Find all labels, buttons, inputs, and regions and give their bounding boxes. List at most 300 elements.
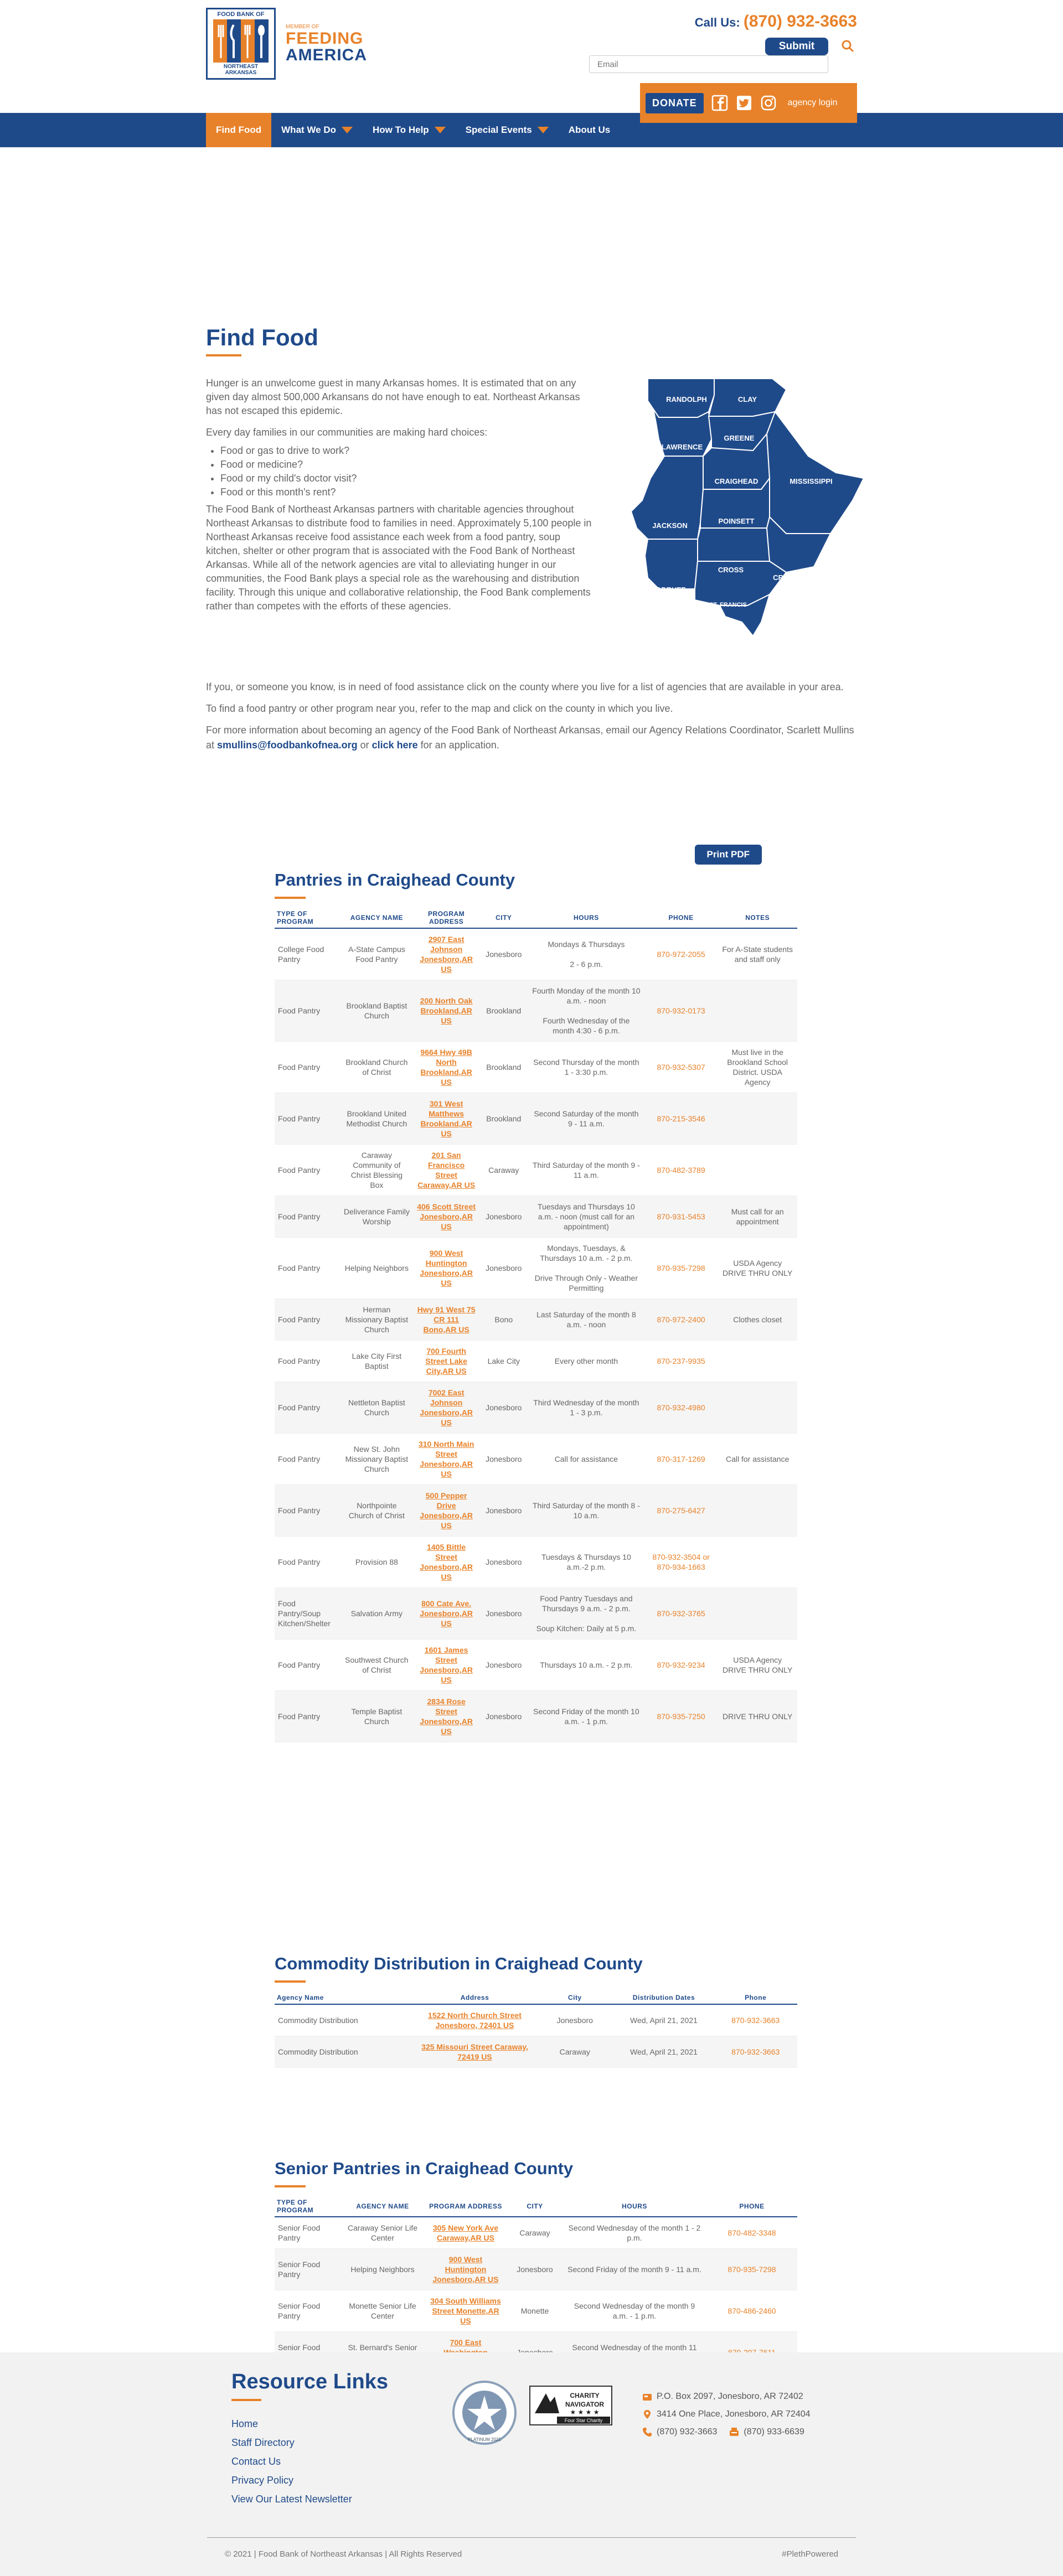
table-cell: Food Pantry bbox=[275, 1537, 340, 1588]
copyright-text: © 2021 | Food Bank of Northeast Arkansas | All Rights Reserved bbox=[225, 2549, 462, 2559]
section-underline bbox=[275, 897, 306, 899]
table-cell bbox=[718, 1588, 797, 1639]
feeding-text: FEEDING bbox=[286, 29, 364, 48]
table-cell: USDA Agency DRIVE THRU ONLY bbox=[718, 1639, 797, 1691]
column-header: Phone bbox=[714, 1992, 797, 2004]
table-cell: College Food Pantry bbox=[275, 928, 340, 980]
column-header: PHONE bbox=[706, 2196, 797, 2217]
mailing-address bbox=[642, 2388, 811, 2406]
nav-item-about-us[interactable] bbox=[559, 113, 621, 147]
commodity-table-body bbox=[275, 2004, 797, 2068]
table-cell[interactable]: 1522 North Church Street Jonesboro, 72401 US bbox=[414, 2004, 536, 2036]
phone-text[interactable]: (870) 932-3663 bbox=[657, 2427, 718, 2437]
column-header: CITY bbox=[479, 908, 528, 928]
table-cell: Jonesboro bbox=[479, 1537, 528, 1588]
mailbox-icon bbox=[642, 2392, 652, 2402]
nav-item-label: About Us bbox=[568, 125, 611, 135]
map-label: LAWRENCE bbox=[661, 443, 703, 451]
table-cell: Wed, April 21, 2021 bbox=[614, 2036, 714, 2068]
table-row bbox=[275, 1639, 797, 1691]
map-label: MISSISSIPPI bbox=[789, 477, 833, 485]
call-us bbox=[695, 12, 857, 31]
commodity-section bbox=[275, 1954, 797, 2068]
table-cell[interactable]: 870-932-9234 bbox=[644, 1639, 718, 1691]
table-cell: USDA Agency DRIVE THRU ONLY bbox=[718, 1238, 797, 1299]
table-cell: Caraway bbox=[507, 2217, 563, 2249]
table-cell: Deliverance Family Worship bbox=[340, 1196, 414, 1238]
table-cell: Jonesboro bbox=[479, 1382, 528, 1434]
table-cell[interactable]: 310 North Main Street Jonesboro,AR US bbox=[414, 1434, 479, 1485]
table-cell: Food Pantry bbox=[275, 1042, 340, 1093]
table-cell: Second Thursday of the month 1 - 3:30 p.m. bbox=[528, 1042, 644, 1093]
footer-link-contact-us[interactable]: Contact Us bbox=[231, 2456, 281, 2467]
charity-navigator-line1: CHARITY bbox=[570, 2392, 600, 2399]
logo-top-text: FOOD BANK OF bbox=[217, 11, 265, 18]
table-cell[interactable]: 870-932-0173 bbox=[644, 980, 718, 1042]
table-cell: Second Wednesday of the month 9 a.m. - 1 p.m. bbox=[563, 2290, 706, 2332]
pleth-powered-link[interactable]: #PlethPowered bbox=[782, 2549, 838, 2559]
column-header: HOURS bbox=[563, 2196, 706, 2217]
feeding-america-logo[interactable] bbox=[286, 24, 367, 64]
phone-fax bbox=[642, 2423, 811, 2441]
table-cell: Brookland Baptist Church bbox=[340, 980, 414, 1042]
site-footer bbox=[0, 2352, 1063, 2576]
column-header: City bbox=[536, 1992, 614, 2004]
table-cell bbox=[718, 1485, 797, 1537]
table-cell[interactable]: 7002 East Johnson Jonesboro,AR US bbox=[414, 1382, 479, 1434]
table-cell[interactable]: 1405 Bittle Street Jonesboro,AR US bbox=[414, 1537, 479, 1588]
map-label: CLAY bbox=[737, 395, 757, 404]
table-cell[interactable]: 2834 Rose Street Jonesboro,AR US bbox=[414, 1691, 479, 1742]
table-row bbox=[275, 1238, 797, 1299]
column-header: Distribution Dates bbox=[614, 1992, 714, 2004]
table-cell[interactable]: 870-486-2460 bbox=[706, 2290, 797, 2332]
list-item: • Food or medicine? bbox=[220, 458, 597, 472]
address-text: P.O. Box 2097, Jonesboro, AR 72402 bbox=[657, 2392, 803, 2401]
table-cell: Third Saturday of the month 9 - 11 a.m. bbox=[528, 1145, 644, 1196]
agency-login-link[interactable]: agency login bbox=[787, 98, 838, 107]
table-cell[interactable]: 9664 Hwy 49B North Brookland,AR US bbox=[414, 1042, 479, 1093]
map-label: CROSS bbox=[718, 566, 744, 574]
table-cell: Senior Food bbox=[275, 2332, 341, 2373]
table-row bbox=[275, 1093, 797, 1145]
table-cell[interactable]: 870-972-2055 bbox=[644, 928, 718, 980]
table-cell: Senior Food Pantry bbox=[275, 2290, 341, 2332]
table-cell: Food Pantry bbox=[275, 1093, 340, 1145]
pantries-table bbox=[275, 908, 797, 1742]
section-title: Commodity Distribution in Craighead County bbox=[275, 1954, 643, 1973]
table-cell: Nettleton Baptist Church bbox=[340, 1382, 414, 1434]
table-cell[interactable]: 201 San Francisco Street Caraway,AR US bbox=[414, 1145, 479, 1196]
logo-graphic-icon bbox=[213, 19, 269, 63]
column-header: PROGRAM ADDRESS bbox=[414, 908, 479, 928]
table-cell[interactable]: 870-935-7298 bbox=[644, 1238, 718, 1299]
table-cell: Jonesboro bbox=[479, 1588, 528, 1639]
choices-list bbox=[220, 444, 597, 499]
agency-info-paragraph bbox=[206, 723, 857, 753]
table-cell: Caraway bbox=[536, 2036, 614, 2068]
table-cell: For A-State students and staff only bbox=[718, 928, 797, 980]
table-cell: Call for assistance bbox=[528, 1434, 644, 1485]
column-header: TYPE OF PROGRAM bbox=[275, 2196, 341, 2217]
table-cell[interactable]: 700 Fourth Street Lake City,AR US bbox=[414, 1341, 479, 1382]
table-cell: Call for assistance bbox=[718, 1434, 797, 1485]
guidestar-platinum-badge[interactable] bbox=[452, 2380, 517, 2445]
table-row bbox=[275, 980, 797, 1042]
table-cell[interactable]: 406 Scott Street Jonesboro,AR US bbox=[414, 1196, 479, 1238]
table-cell: Brookland bbox=[479, 1093, 528, 1145]
section-title: Senior Pantries in Craighead County bbox=[275, 2159, 574, 2178]
senior-table-body bbox=[275, 2217, 797, 2373]
caret-down-icon bbox=[435, 127, 446, 133]
nav-item-label: Special Events bbox=[465, 125, 532, 135]
pantries-table-body bbox=[275, 928, 797, 1742]
page-title: Find Food bbox=[206, 324, 318, 350]
table-row bbox=[275, 2036, 797, 2068]
pantries-section bbox=[275, 849, 797, 1742]
table-cell: Jonesboro bbox=[479, 1196, 528, 1238]
phone-icon bbox=[642, 2427, 652, 2437]
table-cell: Helping Neighbors bbox=[340, 1238, 414, 1299]
column-header: CITY bbox=[507, 2196, 563, 2217]
application-link[interactable]: click here bbox=[371, 739, 418, 751]
table-cell[interactable]: 900 West Huntington Jonesboro,AR US bbox=[414, 1238, 479, 1299]
footer-link-home[interactable]: Home bbox=[231, 2418, 259, 2429]
guidestar-badge-text: PLATINUM 2021 bbox=[468, 2437, 501, 2442]
table-cell[interactable]: 305 New York Ave Caraway,AR US bbox=[424, 2217, 507, 2249]
table-cell: Jonesboro bbox=[479, 1485, 528, 1537]
table-cell[interactable]: 870-932-3504 or 870-934-1663 bbox=[644, 1537, 718, 1588]
charity-navigator-badge[interactable] bbox=[529, 2386, 612, 2425]
table-cell: Food Pantry bbox=[275, 1382, 340, 1434]
table-cell[interactable]: 1601 James Street Jonesboro,AR US bbox=[414, 1639, 479, 1691]
table-cell: Thursdays 10 a.m. - 2 p.m. bbox=[528, 1639, 644, 1691]
table-cell: Food Pantry bbox=[275, 1485, 340, 1537]
table-cell: Caraway Community of Christ Blessing Box bbox=[340, 1145, 414, 1196]
table-cell[interactable]: 325 Missouri Street Caraway, 72419 US bbox=[414, 2036, 536, 2068]
site-header bbox=[0, 0, 1063, 113]
food-bank-logo[interactable] bbox=[206, 8, 276, 80]
logo-bottom-text: NORTHEAST ARKANSAS bbox=[223, 64, 259, 76]
agency-info-text: or bbox=[357, 739, 372, 751]
table-cell: Wed, April 21, 2021 bbox=[614, 2004, 714, 2036]
twitter-icon[interactable] bbox=[736, 95, 752, 111]
table-cell: Caraway bbox=[479, 1145, 528, 1196]
table-cell[interactable]: 900 West Huntington Jonesboro,AR US bbox=[424, 2249, 507, 2290]
table-cell[interactable]: 870-215-3546 bbox=[644, 1093, 718, 1145]
footer-divider bbox=[207, 2537, 856, 2538]
agency-info-text: for an application. bbox=[417, 739, 499, 751]
charity-navigator-line2: NAVIGATOR bbox=[565, 2401, 605, 2408]
table-cell[interactable]: 870-935-7250 bbox=[644, 1691, 718, 1742]
table-cell[interactable]: 870-482-3789 bbox=[644, 1145, 718, 1196]
main-nav bbox=[0, 113, 1063, 147]
table-cell[interactable]: 500 Pepper Drive Jonesboro,AR US bbox=[414, 1485, 479, 1537]
table-cell: Monette Senior Life Center bbox=[341, 2290, 424, 2332]
table-cell: Second Friday of the month 9 - 11 a.m. bbox=[563, 2249, 706, 2290]
table-cell: Brookland bbox=[479, 980, 528, 1042]
column-header: PHONE bbox=[644, 908, 718, 928]
table-cell: Clothes closet bbox=[718, 1299, 797, 1341]
table-cell: Jonesboro bbox=[507, 2249, 563, 2290]
instructions-text bbox=[206, 680, 857, 759]
table-cell: Commodity Distribution bbox=[275, 2004, 414, 2036]
table-cell[interactable]: 870-932-3765 bbox=[644, 1588, 718, 1639]
table-cell: Jonesboro bbox=[479, 928, 528, 980]
section-underline bbox=[275, 2185, 306, 2187]
list-item: • Food or this month's rent? bbox=[220, 485, 597, 499]
title-underline bbox=[206, 354, 241, 356]
table-cell: Must live in the Brookland School District. USDA Agency bbox=[718, 1042, 797, 1093]
table-cell: Commodity Distribution bbox=[275, 2036, 414, 2068]
table-cell: Second Wednesday of the month 1 - 2 p.m. bbox=[563, 2217, 706, 2249]
email-field[interactable] bbox=[589, 55, 828, 73]
table-cell[interactable]: 2907 East Johnson Jonesboro,AR US bbox=[414, 928, 479, 980]
instructions-paragraph: To find a food pantry or other program near you, refer to the map and click on the county in which you live. bbox=[206, 703, 673, 714]
table-cell: Third Wednesday of the month 1 - 3 p.m. bbox=[528, 1382, 644, 1434]
table-cell: Food Pantry bbox=[275, 1639, 340, 1691]
table-cell[interactable]: 870-932-5307 bbox=[644, 1042, 718, 1093]
table-cell: St. Bernard's Senior bbox=[341, 2332, 424, 2373]
table-cell: Jonesboro bbox=[479, 1238, 528, 1299]
caret-down-icon bbox=[538, 127, 549, 133]
america-text: AMERICA bbox=[286, 46, 367, 64]
column-header: AGENCY NAME bbox=[340, 908, 414, 928]
fax-icon bbox=[729, 2427, 739, 2437]
section-title: Pantries in Craighead County bbox=[275, 870, 515, 889]
footer-link-newsletter[interactable]: View Our Latest Newsletter bbox=[231, 2494, 352, 2505]
nav-item-what-we-do[interactable] bbox=[271, 113, 363, 147]
table-row bbox=[275, 1691, 797, 1742]
table-cell bbox=[718, 1537, 797, 1588]
table-cell bbox=[718, 1093, 797, 1145]
agency-info-text: For more information about becoming an agency of the Food Bank of Northeast Arkansas, email our Agency Relations Coordinator, Scarlett Mullins at bbox=[206, 725, 854, 751]
senior-table bbox=[275, 2196, 797, 2373]
table-row bbox=[275, 2217, 797, 2249]
call-us-number[interactable]: (870) 932-3663 bbox=[743, 12, 857, 30]
column-header: AGENCY NAME bbox=[341, 2196, 424, 2217]
table-cell: Brookland Church of Christ bbox=[340, 1042, 414, 1093]
county-woodruff[interactable] bbox=[645, 539, 698, 589]
footer-link-privacy-policy[interactable]: Privacy Policy bbox=[231, 2475, 294, 2486]
table-cell[interactable]: 870-317-1269 bbox=[644, 1434, 718, 1485]
table-row bbox=[275, 1299, 797, 1341]
nav-item-label: Find Food bbox=[216, 125, 262, 135]
table-cell: Second Friday of the month 10 a.m. - 1 p.m. bbox=[528, 1691, 644, 1742]
table-cell: Tuesdays and Thursdays 10 a.m. - noon (must call for an appointment) bbox=[528, 1196, 644, 1238]
table-cell: Jonesboro bbox=[479, 1434, 528, 1485]
table-cell bbox=[718, 1341, 797, 1382]
senior-section bbox=[275, 2159, 797, 2373]
fax-text: (870) 933-6639 bbox=[744, 2427, 804, 2437]
table-cell: Food Pantry bbox=[275, 1341, 340, 1382]
table-cell[interactable]: 800 Cate Ave. Jonesboro,AR US bbox=[414, 1588, 479, 1639]
county-cross[interactable] bbox=[698, 528, 770, 561]
table-cell: Fourth Monday of the month 10 a.m. - noon Fourth Wednesday of the month 4:30 - 6 p.m. bbox=[528, 980, 644, 1042]
table-row bbox=[275, 1042, 797, 1093]
table-cell: Monette bbox=[507, 2290, 563, 2332]
table-row bbox=[275, 1382, 797, 1434]
contact-info bbox=[642, 2388, 811, 2441]
table-cell bbox=[718, 1382, 797, 1434]
table-cell: Food Pantry bbox=[275, 1691, 340, 1742]
street-address bbox=[642, 2406, 811, 2423]
table-cell: Brookland bbox=[479, 1042, 528, 1093]
table-cell: Jonesboro bbox=[479, 1691, 528, 1742]
instagram-icon[interactable] bbox=[760, 95, 777, 111]
table-cell: Last Saturday of the month 8 a.m. - noon bbox=[528, 1299, 644, 1341]
table-cell: Food Pantry bbox=[275, 1434, 340, 1485]
column-header: HOURS bbox=[528, 908, 644, 928]
table-cell: Must call for an appointment bbox=[718, 1196, 797, 1238]
map-label: JACKSON bbox=[652, 521, 688, 530]
svg-text:★ ★ ★ ★: ★ ★ ★ ★ bbox=[570, 2408, 600, 2416]
table-cell: Food Pantry bbox=[275, 1299, 340, 1341]
table-cell: Food Pantry/Soup Kitchen/Shelter bbox=[275, 1588, 340, 1639]
table-cell bbox=[718, 1145, 797, 1196]
table-cell: Jonesboro bbox=[536, 2004, 614, 2036]
member-of-text: MEMBER OF bbox=[286, 24, 319, 30]
table-cell[interactable]: 870-972-2400 bbox=[644, 1299, 718, 1341]
table-cell[interactable]: 870-482-3348 bbox=[706, 2217, 797, 2249]
table-cell: New St. John Missionary Baptist Church bbox=[340, 1434, 414, 1485]
table-cell: Northpointe Church of Christ bbox=[340, 1485, 414, 1537]
table-cell: Food Pantry bbox=[275, 1145, 340, 1196]
table-cell[interactable]: 870-932-4980 bbox=[644, 1382, 718, 1434]
table-cell: DRIVE THRU ONLY bbox=[718, 1691, 797, 1742]
column-header: Agency Name bbox=[275, 1992, 414, 2004]
table-cell[interactable]: 870-237-9935 bbox=[644, 1341, 718, 1382]
table-cell: Every other month bbox=[528, 1341, 644, 1382]
nav-item-label: How To Help bbox=[373, 125, 429, 135]
table-row bbox=[275, 1434, 797, 1485]
table-cell: Food Pantry bbox=[275, 1238, 340, 1299]
column-header: TYPE OF PROGRAM bbox=[275, 908, 340, 928]
donate-button[interactable]: DONATE bbox=[646, 93, 704, 113]
agency-email-link[interactable]: smullins@foodbankofnea.org bbox=[217, 739, 358, 751]
site-logo[interactable] bbox=[206, 8, 367, 80]
facebook-icon[interactable] bbox=[711, 95, 728, 111]
instructions-paragraph: If you, or someone you know, is in need of food assistance click on the county where you live for a list of agencies that are available in your area. bbox=[206, 681, 844, 692]
table-cell: Senior Food Pantry bbox=[275, 2249, 341, 2290]
table-cell: Food Pantry Tuesdays and Thursdays 9 a.m. - 2 p.m. Soup Kitchen: Daily at 5 p.m. bbox=[528, 1588, 644, 1639]
table-cell: Mondays, Tuesdays, & Thursdays 10 a.m. - 2 p.m. Drive Through Only - Weather Permitting bbox=[528, 1238, 644, 1299]
map-label: WOODRUFF bbox=[643, 586, 686, 594]
table-cell[interactable]: 870-932-3663 bbox=[714, 2004, 797, 2036]
column-header: Address bbox=[414, 1992, 536, 2004]
list-item: • Food or gas to drive to work? bbox=[220, 444, 597, 458]
table-row bbox=[275, 1485, 797, 1537]
caret-down-icon bbox=[342, 127, 353, 133]
table-row bbox=[275, 1537, 797, 1588]
search-icon[interactable] bbox=[840, 39, 855, 53]
intro-paragraph: Hunger is an unwelcome guest in many Arkansas homes. It is estimated that on any given day almost 500,000 Arkansans do not have enough to eat. Northeast Arkansas has not escaped this epidemic. bbox=[206, 377, 580, 416]
table-cell: Food Pantry bbox=[275, 980, 340, 1042]
map-label: ST. FRANCIS bbox=[709, 602, 747, 608]
map-label: POINSETT bbox=[718, 517, 755, 525]
utility-bar bbox=[640, 83, 857, 123]
intro-text bbox=[206, 376, 597, 621]
map-label: CRITTENDEN bbox=[773, 573, 819, 582]
table-cell[interactable]: 870-935-7298 bbox=[706, 2249, 797, 2290]
charity-navigator-line3: Four Star Charity bbox=[564, 2418, 603, 2423]
nav-item-label: What We Do bbox=[281, 125, 336, 135]
table-row bbox=[275, 1145, 797, 1196]
table-cell[interactable]: 200 North Oak Brookland,AR US bbox=[414, 980, 479, 1042]
column-header: NOTES bbox=[718, 908, 797, 928]
nav-item-how-to-help[interactable] bbox=[363, 113, 456, 147]
nav-item-special-events[interactable] bbox=[456, 113, 559, 147]
commodity-table bbox=[275, 1992, 797, 2068]
table-cell: Herman Missionary Baptist Church bbox=[340, 1299, 414, 1341]
map-pin-icon bbox=[642, 2409, 652, 2419]
table-row bbox=[275, 1196, 797, 1238]
table-cell[interactable]: Hwy 91 West 75 CR 111 Bono,AR US bbox=[414, 1299, 479, 1341]
intro-paragraph: The Food Bank of Northeast Arkansas partners with charitable agencies throughout Northeast Arkansas to distribute food to families in need. Approximately 5,100 people in Northeast Arkansas receive food assistance each week from a food pantry, soup kitchen, shelter or other program that is associated with the Food Bank of Northeast Arkansas. While all of the network agencies are vital to alleviating hunger in our communities, the Food Bank plays a special role as the warehousing and distribution facility. Through this unique and collaborative relationship, the Food Bank complements rather than competes with the efforts of these agencies. bbox=[206, 504, 592, 612]
county-mississippi[interactable] bbox=[767, 412, 864, 534]
table-cell: Tuesdays & Thursdays 10 a.m.-2 p.m. bbox=[528, 1537, 644, 1588]
table-cell: Salvation Army bbox=[340, 1588, 414, 1639]
map-label: GREENE bbox=[724, 434, 755, 442]
table-cell: Lake City bbox=[479, 1341, 528, 1382]
table-cell: Brookland United Methodist Church bbox=[340, 1093, 414, 1145]
table-cell: Helping Neighbors bbox=[341, 2249, 424, 2290]
table-cell bbox=[718, 980, 797, 1042]
print-pdf-button[interactable]: Print PDF bbox=[695, 845, 762, 865]
table-cell[interactable]: 304 South Williams Street Monette,AR US bbox=[424, 2290, 507, 2332]
nav-item-find-food[interactable] bbox=[206, 113, 271, 147]
table-row bbox=[275, 1588, 797, 1639]
table-cell: Second Saturday of the month 9 - 11 a.m. bbox=[528, 1093, 644, 1145]
table-cell[interactable]: 700 East bbox=[424, 2332, 507, 2373]
resource-links-list bbox=[231, 2414, 352, 2508]
table-cell: Third Saturday of the month 8 - 10 a.m. bbox=[528, 1485, 644, 1537]
table-row bbox=[275, 928, 797, 980]
table-row bbox=[275, 2290, 797, 2332]
county-map[interactable] bbox=[620, 379, 869, 639]
table-row bbox=[275, 1341, 797, 1382]
footer-link-staff-directory[interactable]: Staff Directory bbox=[231, 2437, 295, 2448]
table-cell: Provision 88 bbox=[340, 1537, 414, 1588]
table-cell: Lake City First Baptist bbox=[340, 1341, 414, 1382]
submit-button[interactable]: Submit bbox=[765, 38, 828, 55]
table-cell: Jonesboro bbox=[479, 1639, 528, 1691]
table-cell: Bono bbox=[479, 1299, 528, 1341]
list-item: • Food or my child's doctor visit? bbox=[220, 472, 597, 485]
table-cell: Food Pantry bbox=[275, 1196, 340, 1238]
table-cell: Second Wednesday of the month 11 bbox=[563, 2332, 706, 2373]
table-cell: Senior Food Pantry bbox=[275, 2217, 341, 2249]
table-cell[interactable]: 870-931-5453 bbox=[644, 1196, 718, 1238]
map-label: CRAIGHEAD bbox=[714, 477, 758, 485]
table-cell: Mondays & Thursdays 2 - 6 p.m. bbox=[528, 928, 644, 980]
map-label: RANDOLPH bbox=[666, 395, 707, 404]
table-cell[interactable]: 870-275-6427 bbox=[644, 1485, 718, 1537]
table-cell: Caraway Senior Life Center bbox=[341, 2217, 424, 2249]
table-cell: A-State Campus Food Pantry bbox=[340, 928, 414, 980]
call-us-label: Call Us: bbox=[694, 15, 740, 29]
street-text: 3414 One Place, Jonesboro, AR 72404 bbox=[657, 2409, 811, 2419]
column-header: PROGRAM ADDRESS bbox=[424, 2196, 507, 2217]
table-cell[interactable]: 870-932-3663 bbox=[714, 2036, 797, 2068]
table-row bbox=[275, 2249, 797, 2290]
resource-links-title: Resource Links bbox=[231, 2370, 388, 2393]
table-row bbox=[275, 2004, 797, 2036]
section-underline bbox=[275, 1980, 306, 1983]
table-cell[interactable]: 301 West Matthews Brookland,AR US bbox=[414, 1093, 479, 1145]
table-cell: Southwest Church of Christ bbox=[340, 1639, 414, 1691]
intro-paragraph: Every day families in our communities are making hard choices: bbox=[206, 427, 488, 438]
